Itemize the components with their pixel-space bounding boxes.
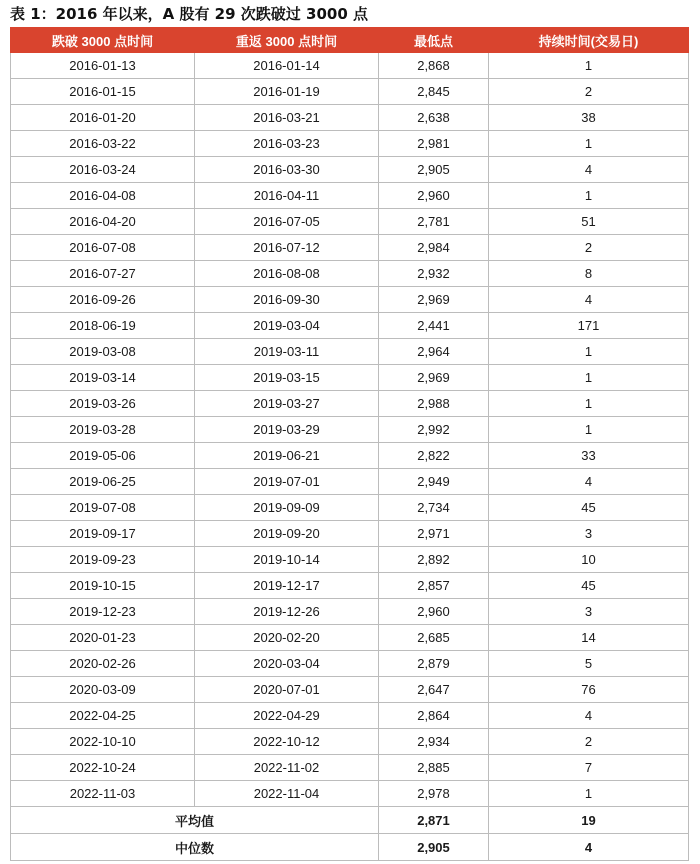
summary-low-point: 2,905 [379,834,489,861]
cell-return-date: 2019-03-04 [195,313,379,339]
cell-break-date: 2019-03-28 [11,417,195,443]
cell-low-point: 2,879 [379,651,489,677]
cell-duration: 1 [489,417,689,443]
cell-duration: 1 [489,183,689,209]
cell-break-date: 2016-01-15 [11,79,195,105]
cell-duration: 1 [489,365,689,391]
cell-duration: 10 [489,547,689,573]
table-row [11,547,689,573]
cell-low-point: 2,960 [379,599,489,625]
cell-duration: 1 [489,53,689,79]
cell-return-date: 2019-03-11 [195,339,379,365]
cell-low-point: 2,960 [379,183,489,209]
cell-low-point: 2,638 [379,105,489,131]
table-row [11,755,689,781]
cell-duration: 1 [489,781,689,807]
cell-return-date: 2016-03-21 [195,105,379,131]
cell-break-date: 2016-07-08 [11,235,195,261]
cell-duration: 2 [489,729,689,755]
cell-break-date: 2022-10-10 [11,729,195,755]
cell-return-date: 2019-09-09 [195,495,379,521]
cell-duration: 2 [489,79,689,105]
cell-break-date: 2016-04-20 [11,209,195,235]
cell-break-date: 2022-04-25 [11,703,195,729]
cell-duration: 4 [489,703,689,729]
cell-low-point: 2,864 [379,703,489,729]
table-row [11,625,689,651]
cell-low-point: 2,734 [379,495,489,521]
cell-low-point: 2,685 [379,625,489,651]
header-low-point: 最低点 [379,28,489,53]
table-row [11,495,689,521]
cell-low-point: 2,857 [379,573,489,599]
table-row [11,313,689,339]
summary-row [11,807,689,834]
table-row [11,729,689,755]
cell-return-date: 2016-07-12 [195,235,379,261]
cell-return-date: 2016-04-11 [195,183,379,209]
cell-break-date: 2019-09-17 [11,521,195,547]
table-row [11,261,689,287]
cell-return-date: 2022-04-29 [195,703,379,729]
cell-duration: 2 [489,235,689,261]
cell-break-date: 2020-03-09 [11,677,195,703]
cell-duration: 1 [489,131,689,157]
cell-break-date: 2019-03-14 [11,365,195,391]
cell-low-point: 2,984 [379,235,489,261]
table-row [11,677,689,703]
cell-break-date: 2018-06-19 [11,313,195,339]
cell-return-date: 2019-12-26 [195,599,379,625]
cell-return-date: 2020-02-20 [195,625,379,651]
table-row [11,443,689,469]
cell-return-date: 2022-11-04 [195,781,379,807]
cell-return-date: 2019-10-14 [195,547,379,573]
cell-break-date: 2019-12-23 [11,599,195,625]
cell-return-date: 2019-06-21 [195,443,379,469]
cell-return-date: 2019-03-15 [195,365,379,391]
cell-low-point: 2,905 [379,157,489,183]
cell-break-date: 2020-02-26 [11,651,195,677]
cell-duration: 171 [489,313,689,339]
table-row [11,339,689,365]
cell-break-date: 2019-05-06 [11,443,195,469]
summary-row [11,834,689,861]
cell-break-date: 2016-03-22 [11,131,195,157]
cell-return-date: 2019-07-01 [195,469,379,495]
cell-break-date: 2016-03-24 [11,157,195,183]
cell-duration: 4 [489,469,689,495]
cell-return-date: 2016-03-23 [195,131,379,157]
cell-duration: 3 [489,599,689,625]
table-body [11,53,689,861]
cell-low-point: 2,441 [379,313,489,339]
cell-duration: 38 [489,105,689,131]
cell-low-point: 2,969 [379,365,489,391]
cell-duration: 3 [489,521,689,547]
cell-low-point: 2,647 [379,677,489,703]
header-row [11,28,689,53]
table-row [11,365,689,391]
header-break-date: 跌破 3000 点时间 [11,28,195,53]
cell-duration: 5 [489,651,689,677]
summary-low-point: 2,871 [379,807,489,834]
summary-duration: 4 [489,834,689,861]
table-row [11,209,689,235]
cell-break-date: 2016-04-08 [11,183,195,209]
cell-break-date: 2019-07-08 [11,495,195,521]
cell-low-point: 2,781 [379,209,489,235]
table-row [11,703,689,729]
cell-break-date: 2019-10-15 [11,573,195,599]
cell-break-date: 2022-11-03 [11,781,195,807]
table-row [11,573,689,599]
cell-return-date: 2022-10-12 [195,729,379,755]
cell-low-point: 2,868 [379,53,489,79]
cell-break-date: 2019-09-23 [11,547,195,573]
cell-low-point: 2,992 [379,417,489,443]
cell-low-point: 2,964 [379,339,489,365]
cell-low-point: 2,934 [379,729,489,755]
cell-duration: 76 [489,677,689,703]
table-row [11,469,689,495]
table-row [11,131,689,157]
cell-low-point: 2,892 [379,547,489,573]
cell-return-date: 2019-03-27 [195,391,379,417]
cell-return-date: 2020-07-01 [195,677,379,703]
cell-return-date: 2016-01-14 [195,53,379,79]
cell-return-date: 2020-03-04 [195,651,379,677]
cell-return-date: 2019-12-17 [195,573,379,599]
cell-break-date: 2016-01-13 [11,53,195,79]
cell-return-date: 2016-09-30 [195,287,379,313]
header-duration: 持续时间(交易日) [489,28,689,53]
cell-break-date: 2020-01-23 [11,625,195,651]
table-row [11,651,689,677]
summary-duration: 19 [489,807,689,834]
cell-duration: 14 [489,625,689,651]
cell-low-point: 2,981 [379,131,489,157]
cell-low-point: 2,988 [379,391,489,417]
cell-duration: 1 [489,391,689,417]
cell-return-date: 2019-09-20 [195,521,379,547]
table-row [11,79,689,105]
cell-low-point: 2,885 [379,755,489,781]
table-row [11,157,689,183]
summary-label: 中位数 [11,834,379,861]
cell-break-date: 2016-01-20 [11,105,195,131]
cell-break-date: 2022-10-24 [11,755,195,781]
summary-label: 平均值 [11,807,379,834]
table-row [11,391,689,417]
cell-return-date: 2016-08-08 [195,261,379,287]
cell-return-date: 2022-11-02 [195,755,379,781]
table-row [11,105,689,131]
cell-duration: 7 [489,755,689,781]
table-row [11,417,689,443]
cell-low-point: 2,978 [379,781,489,807]
table-row [11,53,689,79]
cell-duration: 1 [489,339,689,365]
cell-break-date: 2019-03-26 [11,391,195,417]
cell-low-point: 2,822 [379,443,489,469]
cell-return-date: 2016-07-05 [195,209,379,235]
cell-return-date: 2016-01-19 [195,79,379,105]
cell-duration: 45 [489,495,689,521]
cell-duration: 4 [489,157,689,183]
table-row [11,781,689,807]
table-title: 表 1：2016 年以来，A 股有 29 次跌破过 3000 点 [10,5,368,23]
cell-low-point: 2,971 [379,521,489,547]
cell-duration: 8 [489,261,689,287]
cell-low-point: 2,949 [379,469,489,495]
header-return-date: 重返 3000 点时间 [195,28,379,53]
cell-break-date: 2019-03-08 [11,339,195,365]
cell-duration: 4 [489,287,689,313]
data-table [10,27,689,861]
cell-duration: 51 [489,209,689,235]
cell-break-date: 2019-06-25 [11,469,195,495]
cell-low-point: 2,932 [379,261,489,287]
table-row [11,183,689,209]
cell-break-date: 2016-09-26 [11,287,195,313]
cell-duration: 33 [489,443,689,469]
cell-return-date: 2019-03-29 [195,417,379,443]
cell-low-point: 2,845 [379,79,489,105]
cell-duration: 45 [489,573,689,599]
table-row [11,287,689,313]
table-row [11,599,689,625]
cell-return-date: 2016-03-30 [195,157,379,183]
table-row [11,521,689,547]
table-row [11,235,689,261]
cell-break-date: 2016-07-27 [11,261,195,287]
cell-low-point: 2,969 [379,287,489,313]
